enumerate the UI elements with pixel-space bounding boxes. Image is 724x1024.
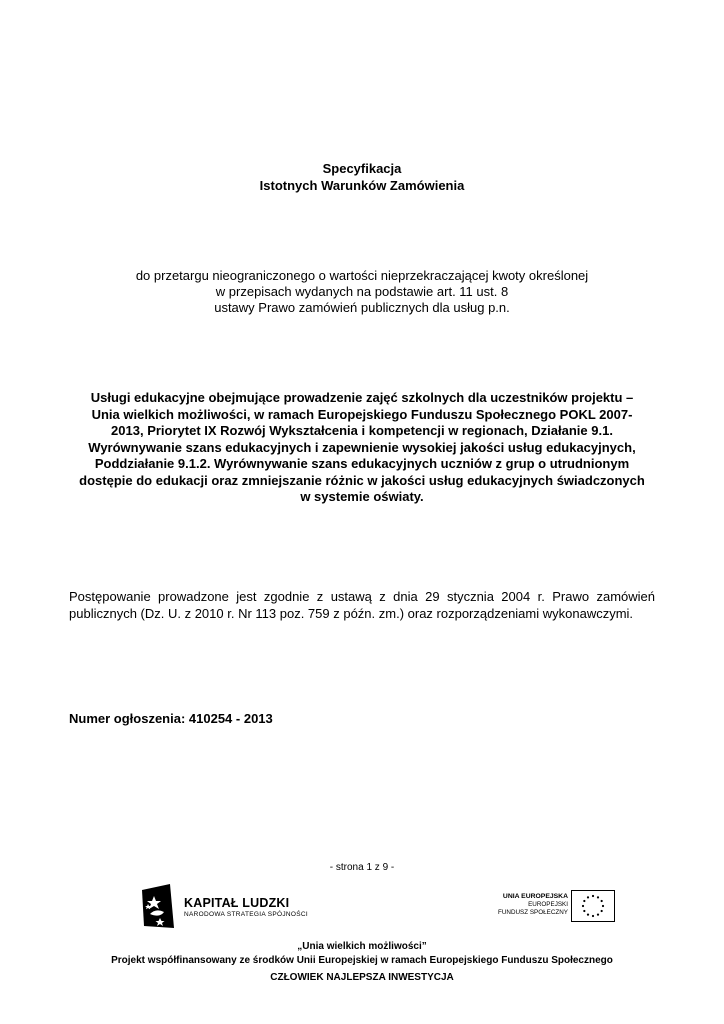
eu-logo-line-1: UNIA EUROPEJSKA	[502, 893, 568, 900]
subject-line: dostępie do edukacji oraz zmniejszanie różnic w jakości usług edukacyjnych świadczonych	[79, 472, 645, 488]
subject-line: Poddziałanie 9.1.2. Wyrównywanie szans edukacyjnych uczniów z grup o utrudnionym	[94, 456, 630, 471]
document-title	[0, 160, 724, 194]
footer	[0, 940, 724, 985]
kapital-ludzki-logo	[140, 882, 310, 930]
eu-star-icon	[602, 905, 604, 907]
eu-logo-line-2: EUROPEJSKI	[528, 901, 568, 908]
footer-slogan: CZŁOWIEK NAJLEPSZA INWESTYCJA	[270, 972, 454, 983]
subject-line: Usługi edukacyjne obejmujące prowadzenie zajęć szkolnych dla uczestników projektu –	[90, 390, 634, 405]
intro-line-3: ustawy Prawo zamówień publicznych dla usług p.n.	[214, 300, 510, 315]
footer-cofinancing-note: Projekt współfinansowany ze środków Unii Europejskiej w ramach Europejskiego Funduszu Społecznego	[111, 955, 613, 966]
kapital-ludzki-subtitle: NARODOWA STRATEGIA SPÓJNOŚCI	[184, 911, 308, 918]
kapital-ludzki-emblem-icon	[140, 882, 176, 930]
subject-line: w systemie oświaty.	[300, 489, 424, 504]
eu-star-icon	[587, 896, 589, 898]
intro-paragraph	[0, 268, 724, 316]
title-line-1: Specyfikacja	[322, 161, 402, 176]
title-line-2: Istotnych Warunków Zamówienia	[259, 178, 465, 193]
eu-star-icon	[587, 914, 589, 916]
contract-subject	[0, 390, 724, 506]
kapital-ludzki-name: KAPITAŁ LUDZKI	[184, 896, 290, 910]
eu-star-icon	[592, 915, 594, 917]
intro-line-1: do przetargu nieograniczonego o wartości nieprzekraczającej kwoty określonej	[135, 268, 589, 283]
intro-line-2: w przepisach wydanych na podstawie art. 11 ust. 8	[215, 284, 509, 299]
subject-line: 2013, Priorytet IX Rozwój Wykształcenia i kompetencji w regionach, Działanie 9.1.	[111, 423, 613, 438]
eu-star-icon	[592, 895, 594, 897]
eu-logo-text	[498, 893, 568, 917]
eu-star-icon	[597, 896, 599, 898]
subject-line: Unia wielkich możliwości, w ramach Europejskiego Funduszu Społecznego POKL 2007-	[91, 406, 633, 422]
page-number: - strona 1 z 9 -	[329, 862, 395, 873]
eu-social-fund-logo	[480, 890, 620, 924]
footer-project-name: „Unia wielkich możliwości”	[297, 941, 427, 952]
eu-star-icon	[601, 910, 603, 912]
eu-logo-line-3: FUNDUSZ SPOŁECZNY	[498, 909, 568, 916]
eu-star-icon	[583, 910, 585, 912]
legal-basis-paragraph: Postępowanie prowadzone jest zgodnie z ustawą z dnia 29 stycznia 2004 r. Prawo zamówień publicznych (Dz. U. z 2010 r. Nr 113 poz. 759 z późn. zm.) oraz rozporządzeniami wykonawczymi.	[69, 589, 655, 621]
eu-star-icon	[597, 914, 599, 916]
subject-line: Wyrównywanie szans edukacyjnych i zapewnienie wysokiej jakości usług edukacyjnych,	[88, 439, 636, 455]
eu-star-icon	[601, 900, 603, 902]
eu-flag-icon	[571, 890, 615, 922]
eu-star-icon	[582, 905, 584, 907]
announcement-number: Numer ogłoszenia: 410254 - 2013	[69, 711, 273, 726]
eu-star-icon	[583, 900, 585, 902]
